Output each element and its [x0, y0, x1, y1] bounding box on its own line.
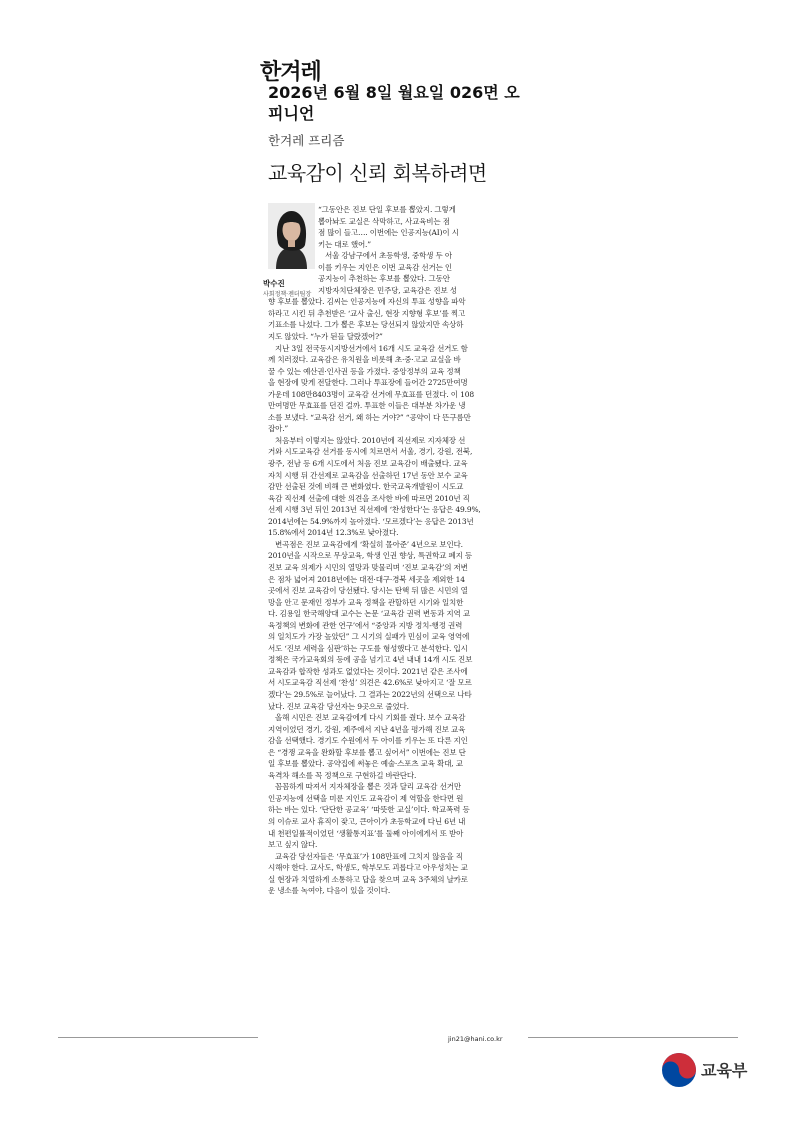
dateline: 2026년 6월 8일 월요일 026면 오피니언 — [268, 83, 520, 123]
columnist-name: 박수진 — [263, 279, 285, 288]
article-line: 하라고 시킨 뒤 추천받은 ‘교사 출신, 현장 지향형 후보’를 찍고 — [268, 308, 466, 318]
article-line: 지역이었던 경기, 강원, 제주에서 지난 4년을 평가해 진보 교육 — [268, 724, 466, 734]
article-line: 실 현장과 치열하게 소통하고 답을 찾으며 교육 3주체의 날카로 — [268, 874, 468, 884]
footer-rule-right — [528, 1037, 738, 1038]
article-line: 가운데 108만8403명이 교육감 선거에 무효표를 던졌다. 이 108 — [268, 389, 474, 399]
article-line: 서울 강남구에서 초등학생, 중학생 두 아 — [325, 251, 452, 261]
article-line: 감만 선출된 것에 비해 큰 변화였다. 한국교육개발원이 시도교 — [268, 482, 464, 492]
article-line: 인공지능에 선택을 미룬 지인도 교육감이 제 역할을 한다면 원 — [268, 793, 464, 803]
article-line: 잡아.” — [268, 424, 289, 434]
article-line: 교육감과 합작한 성과도 없었다는 것이다. 2021년 같은 조사에 — [268, 666, 468, 676]
article-line: 육정책의 변화에 관한 연구’에서 “중앙과 지방 정치-행정 권력 — [268, 620, 463, 630]
article-line: 공지능이 추천하는 후보를 뽑았다. 그동안 — [318, 274, 450, 284]
article-line: 이를 키우는 지인은 이번 교육감 선거는 인 — [318, 262, 453, 272]
article-line: 진보 교육 의제가 시민의 열망과 맞물리며 ‘진보 교육감’의 저변 — [268, 562, 468, 572]
article-line: 변곡점은 진보 교육감에게 ‘확실히 몰아준’ 4년으로 보인다. — [275, 539, 463, 549]
article-line: 은 점차 넓어져 2018년에는 대전·대구·경북 세곳을 제외한 14 — [268, 574, 465, 584]
section-label: 한겨레 프리즘 — [268, 133, 345, 148]
article-line: 자치 시행 뒤 간선제로 교육감을 선출하던 17년 동안 보수 교육 — [268, 470, 468, 480]
ministry-name: 교육부 — [701, 1061, 748, 1080]
article-line: 서도 ‘진보 세력을 심판’하는 구도를 형성했다고 분석한다. 입시 — [268, 643, 468, 653]
article-line: 서 시도교육감 직선제 ‘찬성’ 의견은 42.6%로 낮아지고 ‘잘 모르 — [268, 678, 472, 688]
article-line: 운 냉소를 녹여야, 다음이 있을 것이다. — [268, 886, 391, 896]
article-line: 키는 대로 했어.” — [318, 239, 371, 249]
article-line: 꼼꼼하게 따져서 지자체장을 뽑은 것과 달리 교육감 선거만 — [275, 782, 461, 792]
article-line: 2010년을 시작으로 무상교육, 학생 인권 향상, 특권학교 폐지 등 — [268, 551, 473, 561]
article-line: 기표소를 나섰다. 그가 뽑은 후보는 당선되지 않았지만 속상하 — [268, 320, 464, 330]
article-line: 은 “경쟁 교육을 완화할 후보를 뽑고 싶어서” 이번에는 진보 단 — [268, 747, 466, 757]
article-line: 지도 않았다. “누가 된들 달랐겠어?” — [268, 332, 383, 342]
article-line: 났다. 진보 교육감 당선자는 9곳으로 줄었다. — [268, 701, 409, 711]
article-line: 께 치러졌다. 교육감은 유치원을 비롯해 초·중·고교 교실을 바 — [268, 355, 461, 365]
article-line: 을 현장에 맞게 전달한다. 그러나 투표장에 들어간 2725만여명 — [268, 378, 468, 388]
article-line: 교육감 당선자들은 ‘무효표’가 108만표에 그치지 않음을 직 — [275, 851, 463, 861]
headline: 교육감이 신뢰 회복하려면 — [268, 161, 487, 185]
article-line: 의 이슈로 교사 휴직이 잦고, 큰아이가 초등학교에 다닌 6년 내 — [268, 816, 466, 826]
article-line: 다. 김용일 한국해양대 교수는 논문 ‘교육감 권력 변동과 지역 교 — [268, 609, 470, 619]
article-line: 육감 직선제 선출에 대한 의견을 조사한 바에 따르면 2010년 직 — [268, 493, 470, 503]
ministry-emblem-icon — [661, 1052, 697, 1088]
article-line: 의 일치도가 가장 높았던” 그 시기의 실패가 민심이 교육 영역에 — [268, 632, 470, 642]
columnist-role: 사회정책·젠더팀장 — [263, 291, 312, 298]
article-line: 지난 3일 전국동시지방선거에서 16개 시도 교육감 선거도 함 — [275, 343, 468, 353]
article-body — [268, 204, 524, 897]
article-line: 향 후보를 뽑았다. 김씨는 인공지능에 자신의 투표 성향을 파악 — [268, 297, 466, 307]
article-line: 올해 시민은 진보 교육감에게 다시 기회를 줬다. 보수 교육감 — [275, 713, 466, 723]
article-line: “그동안은 진보 단일 후보를 뽑았지. 그렇게 — [318, 205, 456, 214]
article-line: 감을 선택했다. 경기도 수원에서 두 아이를 키우는 또 다른 지인 — [268, 736, 468, 746]
article-line: 15.8%에서 2014년 12.3%로 낮아졌다. — [268, 528, 399, 538]
article-line: 육격차 해소를 꼭 정책으로 구현하길 바란단다. — [268, 770, 417, 780]
footer-rule-left — [58, 1037, 258, 1038]
article-line: 광주, 전남 등 6개 시도에서 처음 진보 교육감이 배출됐다. 교육 — [268, 459, 468, 469]
article-line: 처음부터 이렇지는 않았다. 2010년에 직선제로 지자체장 선 — [275, 435, 466, 445]
article-line: 망을 안고 문재인 정부가 교육 정책을 관할하던 시기와 일치한 — [268, 597, 464, 607]
article-line: 점 많이 들고…. 이번에는 인공지능(AI)이 시 — [318, 228, 459, 238]
article-line: 보고 싶지 않다. — [268, 840, 318, 850]
article-line: 일 후보를 뽑았다. 공약집에 써놓은 예술·스포츠 교육 확대, 교 — [268, 759, 463, 769]
article-line: 뽑아놔도 교실은 삭막하고, 사교육비는 점 — [318, 216, 450, 226]
article-line: 거와 시도교육감 선거를 동시에 치르면서 서울, 경기, 강원, 전북, — [268, 447, 473, 457]
article-line: 지방자치단체장은 민주당, 교육감은 진보 성 — [318, 285, 457, 295]
article-line: 선제 시행 3년 뒤인 2013년 직선제에 ‘찬성한다’는 응답은 49.9%, — [268, 505, 481, 515]
article-line: 2014년에는 54.9%까지 높아졌다. ‘모르겠다’는 응답은 2013년 — [268, 516, 474, 526]
article-line: 겠다’는 29.5%로 늘어났다. 그 결과는 2022년의 선택으로 나타 — [268, 689, 472, 699]
article-line: 소를 보냈다. “교육감 선거, 왜 하는 거야?” “공약이 다 뜬구름만 — [268, 412, 471, 422]
article-line: 하는 바는 있다. ‘단단한 공교육’ ‘따뜻한 교실’이다. 학교폭력 등 — [268, 805, 470, 815]
article-line: 만여명만 무효표를 던진 걸까. 투표한 이들은 대부분 차가운 냉 — [268, 401, 466, 411]
article-line: 정책은 국가교육회의 등에 공을 넘기고 4년 내내 14개 시도 진보 — [268, 655, 473, 665]
newspaper-masthead: 한겨레 — [260, 60, 321, 85]
article-line: 꿀 수 있는 예산권·인사권 등을 가졌다. 중앙정부의 교육 정책 — [268, 366, 461, 376]
article-line: 시해야 한다. 교사도, 학생도, 학부모도 괴롭다고 아우성치는 교 — [268, 863, 468, 873]
author-email: jin21@hani.co.kr — [448, 1035, 503, 1043]
article-line: 내 천편일률적이었던 ‘생활통지표’를 둘째 아이에게서 또 받아 — [268, 828, 464, 838]
article-line: 곳에서 진보 교육감이 당선됐다. 당시는 탄핵 뒤 많은 시민의 열 — [268, 586, 468, 596]
